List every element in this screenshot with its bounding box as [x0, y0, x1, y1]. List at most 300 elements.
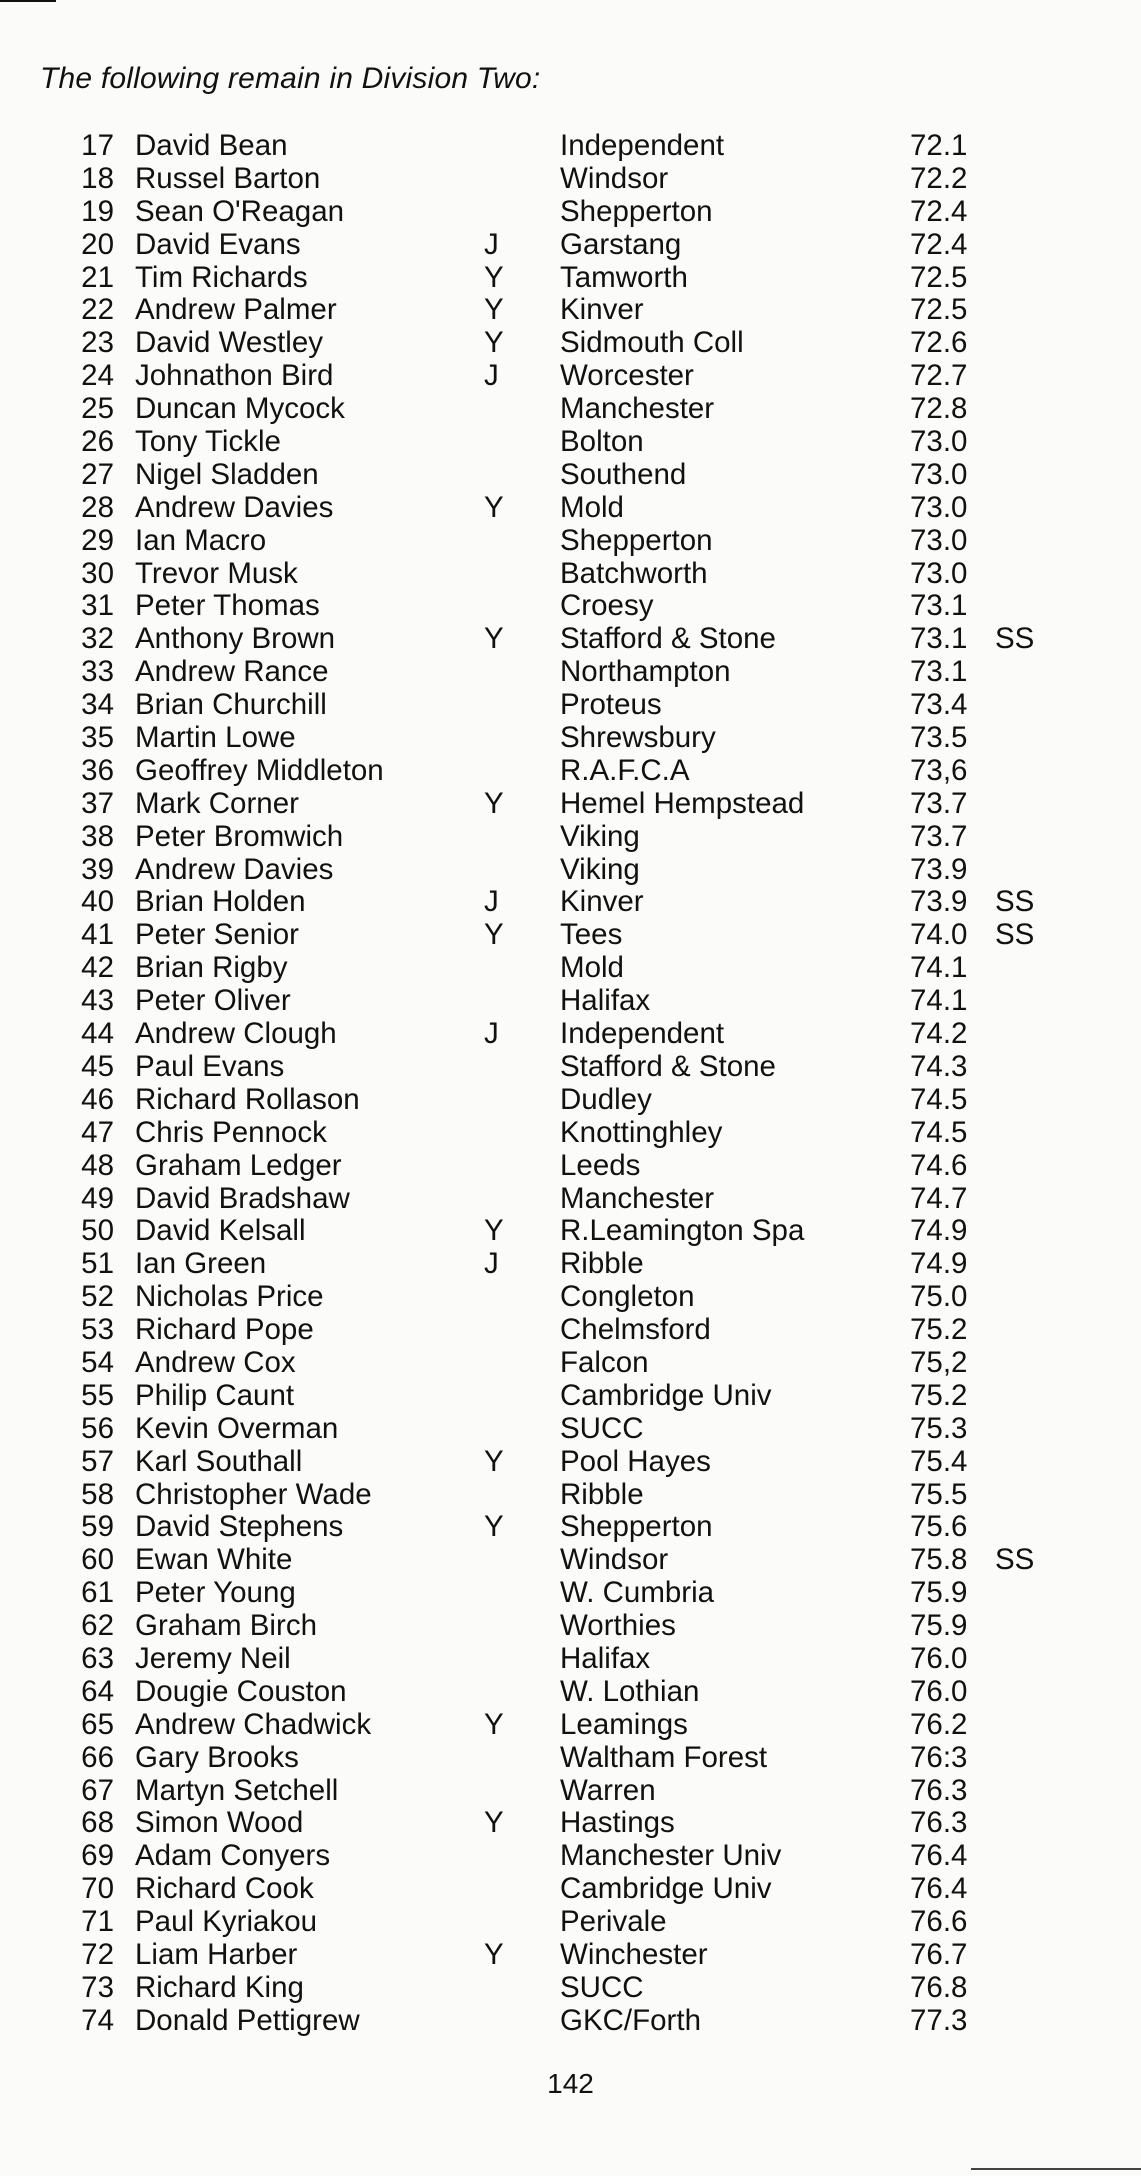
- club-name: Ribble: [560, 1247, 644, 1281]
- score-value: 72.4: [910, 194, 968, 228]
- competitor-name: Geoffrey Middleton: [135, 753, 384, 787]
- ranking-row: [0, 1084, 1141, 1117]
- ranking-row: [0, 985, 1141, 1018]
- category-marker: Y: [484, 260, 504, 294]
- score-value: 76.0: [910, 1641, 968, 1675]
- category-marker: Y: [484, 490, 504, 524]
- rank-number: 32: [81, 622, 114, 656]
- competitor-name: Martyn Setchell: [135, 1773, 339, 1807]
- club-name: Garstang: [560, 227, 682, 261]
- score-value: 72.5: [910, 293, 968, 327]
- ranking-row: [0, 196, 1141, 229]
- rank-number: 19: [81, 194, 114, 228]
- ranking-list: [0, 130, 1141, 2038]
- score-value: 74.0: [910, 918, 968, 952]
- ranking-row: [0, 656, 1141, 689]
- rank-number: 56: [81, 1411, 114, 1445]
- rank-number: 27: [81, 457, 114, 491]
- club-name: Stafford & Stone: [560, 1049, 776, 1083]
- category-marker: Y: [484, 1806, 504, 1840]
- club-name: Shepperton: [560, 523, 713, 557]
- ranking-row: [0, 1511, 1141, 1544]
- rank-number: 46: [81, 1082, 114, 1116]
- club-name: Manchester Univ: [560, 1839, 782, 1873]
- score-value: 75.0: [910, 1280, 968, 1314]
- club-name: Leeds: [560, 1148, 641, 1182]
- competitor-name: Trevor Musk: [135, 556, 298, 590]
- score-value: 72.8: [910, 392, 968, 426]
- score-value: 72.6: [910, 326, 968, 360]
- score-value: 73.0: [910, 556, 968, 590]
- competitor-name: Richard Cook: [135, 1872, 314, 1906]
- ranking-row: [0, 393, 1141, 426]
- ranking-row: [0, 1380, 1141, 1413]
- score-value: 75.2: [910, 1378, 968, 1412]
- rank-number: 42: [81, 951, 114, 985]
- competitor-name: Dougie Couston: [135, 1674, 347, 1708]
- ranking-row: [0, 1742, 1141, 1775]
- ss-flag: SS: [995, 885, 1035, 919]
- ranking-row: [0, 1314, 1141, 1347]
- rank-number: 41: [81, 918, 114, 952]
- rank-number: 25: [81, 392, 114, 426]
- competitor-name: Chris Pennock: [135, 1115, 327, 1149]
- rank-number: 28: [81, 490, 114, 524]
- score-value: 73.9: [910, 885, 968, 919]
- rank-number: 55: [81, 1378, 114, 1412]
- club-name: Dudley: [560, 1082, 652, 1116]
- competitor-name: Andrew Cox: [135, 1345, 296, 1379]
- club-name: R.A.F.C.A: [560, 753, 690, 787]
- club-name: Tamworth: [560, 260, 688, 294]
- ranking-row: [0, 558, 1141, 591]
- ranking-row: [0, 294, 1141, 327]
- score-value: 76.4: [910, 1839, 968, 1873]
- ranking-row: [0, 886, 1141, 919]
- club-name: Tees: [560, 918, 623, 952]
- ranking-row: [0, 1972, 1141, 2005]
- category-marker: Y: [484, 326, 504, 360]
- rank-number: 66: [81, 1740, 114, 1774]
- ranking-row: [0, 360, 1141, 393]
- score-value: 76.7: [910, 1937, 968, 1971]
- competitor-name: Martin Lowe: [135, 721, 296, 755]
- ranking-row: [0, 1807, 1141, 1840]
- rank-number: 53: [81, 1313, 114, 1347]
- rank-number: 45: [81, 1049, 114, 1083]
- rank-number: 33: [81, 655, 114, 689]
- rank-number: 24: [81, 359, 114, 393]
- club-name: Mold: [560, 490, 624, 524]
- score-value: 74.1: [910, 984, 968, 1018]
- ranking-row: [0, 1117, 1141, 1150]
- score-value: 72.5: [910, 260, 968, 294]
- club-name: Knottinghley: [560, 1115, 723, 1149]
- ranking-row: [0, 426, 1141, 459]
- bottom-rule: [971, 2168, 1141, 2170]
- ranking-row: [0, 1840, 1141, 1873]
- club-name: Chelmsford: [560, 1313, 711, 1347]
- competitor-name: Nigel Sladden: [135, 457, 319, 491]
- ranking-row: [0, 1939, 1141, 1972]
- club-name: Stafford & Stone: [560, 622, 776, 656]
- club-name: R.Leamington Spa: [560, 1214, 805, 1248]
- score-value: 74.6: [910, 1148, 968, 1182]
- rank-number: 60: [81, 1543, 114, 1577]
- ranking-row: [0, 130, 1141, 163]
- competitor-name: Brian Holden: [135, 885, 306, 919]
- score-value: 75.3: [910, 1411, 968, 1445]
- competitor-name: Ian Green: [135, 1247, 267, 1281]
- top-corner-rule: [0, 0, 56, 2]
- rank-number: 43: [81, 984, 114, 1018]
- category-marker: Y: [484, 1937, 504, 1971]
- club-name: Independent: [560, 129, 725, 162]
- rank-number: 69: [81, 1839, 114, 1873]
- ranking-row: [0, 590, 1141, 623]
- page-number: 142: [547, 2068, 594, 2099]
- category-marker: Y: [484, 786, 504, 820]
- score-value: 74.9: [910, 1247, 968, 1281]
- score-value: 74.1: [910, 951, 968, 985]
- competitor-name: Peter Bromwich: [135, 819, 344, 853]
- score-value: 73.0: [910, 457, 968, 491]
- club-name: Manchester: [560, 1181, 715, 1215]
- ranking-row: [0, 1347, 1141, 1380]
- ranking-row: [0, 623, 1141, 656]
- competitor-name: Duncan Mycock: [135, 392, 345, 426]
- score-value: 75.8: [910, 1543, 968, 1577]
- ranking-row: [0, 1709, 1141, 1742]
- rank-number: 36: [81, 753, 114, 787]
- ranking-row: [0, 1248, 1141, 1281]
- score-value: 73.1: [910, 622, 968, 656]
- ranking-row: [0, 1643, 1141, 1676]
- competitor-name: Andrew Davies: [135, 490, 334, 524]
- competitor-name: Kevin Overman: [135, 1411, 339, 1445]
- club-name: Falcon: [560, 1345, 649, 1379]
- club-name: Halifax: [560, 1641, 651, 1675]
- competitor-name: Peter Senior: [135, 918, 299, 952]
- competitor-name: David Bean: [135, 129, 288, 162]
- competitor-name: Graham Ledger: [135, 1148, 342, 1182]
- score-value: 73.9: [910, 852, 968, 886]
- club-name: Cambridge Univ: [560, 1378, 772, 1412]
- competitor-name: Anthony Brown: [135, 622, 336, 656]
- score-value: 76.0: [910, 1674, 968, 1708]
- competitor-name: Adam Conyers: [135, 1839, 331, 1873]
- category-marker: J: [484, 227, 499, 261]
- score-value: 76.3: [910, 1806, 968, 1840]
- rank-number: 40: [81, 885, 114, 919]
- score-value: 77.3: [910, 2003, 968, 2037]
- score-value: 75,2: [910, 1345, 968, 1379]
- club-name: SUCC: [560, 1411, 644, 1445]
- rank-number: 52: [81, 1280, 114, 1314]
- score-value: 74.9: [910, 1214, 968, 1248]
- rank-number: 67: [81, 1773, 114, 1807]
- score-value: 73.5: [910, 721, 968, 755]
- rank-number: 68: [81, 1806, 114, 1840]
- ranking-row: [0, 1446, 1141, 1479]
- score-value: 76.3: [910, 1773, 968, 1807]
- ranking-row: [0, 163, 1141, 196]
- rank-number: 49: [81, 1181, 114, 1215]
- competitor-name: Andrew Clough: [135, 1017, 337, 1051]
- competitor-name: Richard Pope: [135, 1313, 314, 1347]
- rank-number: 29: [81, 523, 114, 557]
- rank-number: 35: [81, 721, 114, 755]
- club-name: Batchworth: [560, 556, 708, 590]
- score-value: 75.6: [910, 1510, 968, 1544]
- score-value: 75.9: [910, 1576, 968, 1610]
- competitor-name: David Bradshaw: [135, 1181, 350, 1215]
- category-marker: Y: [484, 293, 504, 327]
- rank-number: 71: [81, 1905, 114, 1939]
- category-marker: J: [484, 1247, 499, 1281]
- score-value: 74.5: [910, 1115, 968, 1149]
- ranking-row: [0, 722, 1141, 755]
- ranking-row: [0, 755, 1141, 788]
- competitor-name: Jeremy Neil: [135, 1641, 291, 1675]
- score-value: 74.7: [910, 1181, 968, 1215]
- competitor-name: David Westley: [135, 326, 323, 360]
- competitor-name: Russel Barton: [135, 161, 321, 195]
- score-value: 75.4: [910, 1444, 968, 1478]
- club-name: Hastings: [560, 1806, 675, 1840]
- category-marker: Y: [484, 1510, 504, 1544]
- score-value: 72.7: [910, 359, 968, 393]
- competitor-name: Philip Caunt: [135, 1378, 295, 1412]
- score-value: 72.4: [910, 227, 968, 261]
- competitor-name: David Kelsall: [135, 1214, 306, 1248]
- rank-number: 20: [81, 227, 114, 261]
- competitor-name: Christopher Wade: [135, 1477, 372, 1511]
- score-value: 74.5: [910, 1082, 968, 1116]
- club-name: Cambridge Univ: [560, 1872, 772, 1906]
- rank-number: 38: [81, 819, 114, 853]
- category-marker: J: [484, 359, 499, 393]
- club-name: Halifax: [560, 984, 651, 1018]
- competitor-name: Gary Brooks: [135, 1740, 299, 1774]
- score-value: 73.7: [910, 786, 968, 820]
- club-name: SUCC: [560, 1970, 644, 2004]
- rank-number: 18: [81, 161, 114, 195]
- competitor-name: Brian Churchill: [135, 688, 327, 722]
- ranking-row: [0, 1018, 1141, 1051]
- competitor-name: Peter Oliver: [135, 984, 291, 1018]
- score-value: 73,6: [910, 753, 968, 787]
- ranking-row: [0, 854, 1141, 887]
- club-name: Perivale: [560, 1905, 667, 1939]
- competitor-name: Liam Harber: [135, 1937, 298, 1971]
- club-name: Winchester: [560, 1937, 708, 1971]
- rank-number: 74: [81, 2003, 114, 2037]
- ranking-row: [0, 919, 1141, 952]
- ranking-row: [0, 1610, 1141, 1643]
- score-value: 73.7: [910, 819, 968, 853]
- rank-number: 31: [81, 589, 114, 623]
- score-value: 76.2: [910, 1707, 968, 1741]
- score-value: 75.2: [910, 1313, 968, 1347]
- category-marker: Y: [484, 1707, 504, 1741]
- score-value: 73.4: [910, 688, 968, 722]
- club-name: Windsor: [560, 161, 669, 195]
- club-name: Viking: [560, 819, 640, 853]
- ranking-row: [0, 1544, 1141, 1577]
- competitor-name: Ewan White: [135, 1543, 293, 1577]
- ss-flag: SS: [995, 918, 1035, 952]
- score-value: 76:3: [910, 1740, 968, 1774]
- score-value: 75.9: [910, 1609, 968, 1643]
- rank-number: 64: [81, 1674, 114, 1708]
- rank-number: 39: [81, 852, 114, 886]
- category-marker: J: [484, 1017, 499, 1051]
- competitor-name: Andrew Davies: [135, 852, 334, 886]
- club-name: Pool Hayes: [560, 1444, 711, 1478]
- club-name: Congleton: [560, 1280, 695, 1314]
- ranking-row: [0, 1873, 1141, 1906]
- rank-number: 51: [81, 1247, 114, 1281]
- club-name: Bolton: [560, 425, 644, 459]
- category-marker: J: [484, 885, 499, 919]
- ranking-row: [0, 525, 1141, 558]
- club-name: Northampton: [560, 655, 731, 689]
- rank-number: 44: [81, 1017, 114, 1051]
- rank-number: 17: [81, 129, 114, 162]
- club-name: Kinver: [560, 885, 644, 919]
- club-name: Mold: [560, 951, 624, 985]
- rank-number: 72: [81, 1937, 114, 1971]
- club-name: Viking: [560, 852, 640, 886]
- competitor-name: Tim Richards: [135, 260, 308, 294]
- club-name: Independent: [560, 1017, 725, 1051]
- competitor-name: David Stephens: [135, 1510, 344, 1544]
- ranking-row: [0, 1051, 1141, 1084]
- club-name: Warren: [560, 1773, 656, 1807]
- rank-number: 30: [81, 556, 114, 590]
- score-value: 72.1: [910, 129, 968, 162]
- score-value: 73.1: [910, 655, 968, 689]
- score-value: 73.0: [910, 425, 968, 459]
- club-name: Manchester: [560, 392, 715, 426]
- competitor-name: Paul Kyriakou: [135, 1905, 318, 1939]
- rank-number: 37: [81, 786, 114, 820]
- ranking-row: [0, 1906, 1141, 1939]
- competitor-name: Simon Wood: [135, 1806, 304, 1840]
- rank-number: 47: [81, 1115, 114, 1149]
- rank-number: 73: [81, 1970, 114, 2004]
- score-value: 75.5: [910, 1477, 968, 1511]
- ss-flag: SS: [995, 622, 1035, 656]
- ranking-row: [0, 1413, 1141, 1446]
- score-value: 74.2: [910, 1017, 968, 1051]
- competitor-name: Richard King: [135, 1970, 304, 2004]
- club-name: Sidmouth Coll: [560, 326, 744, 360]
- score-value: 74.3: [910, 1049, 968, 1083]
- competitor-name: Andrew Chadwick: [135, 1707, 372, 1741]
- rank-number: 22: [81, 293, 114, 327]
- rank-number: 57: [81, 1444, 114, 1478]
- club-name: Leamings: [560, 1707, 688, 1741]
- ranking-row: [0, 262, 1141, 295]
- club-name: Hemel Hempstead: [560, 786, 805, 820]
- rank-number: 62: [81, 1609, 114, 1643]
- competitor-name: Andrew Rance: [135, 655, 329, 689]
- rank-number: 61: [81, 1576, 114, 1610]
- club-name: Kinver: [560, 293, 644, 327]
- score-value: 76.6: [910, 1905, 968, 1939]
- competitor-name: Peter Young: [135, 1576, 296, 1610]
- club-name: Shrewsbury: [560, 721, 716, 755]
- rank-number: 50: [81, 1214, 114, 1248]
- competitor-name: Richard Rollason: [135, 1082, 360, 1116]
- ranking-row: [0, 952, 1141, 985]
- competitor-name: Brian Rigby: [135, 951, 288, 985]
- club-name: Ribble: [560, 1477, 644, 1511]
- competitor-name: Mark Corner: [135, 786, 299, 820]
- rank-number: 63: [81, 1641, 114, 1675]
- rank-number: 70: [81, 1872, 114, 1906]
- category-marker: Y: [484, 1444, 504, 1478]
- score-value: 73.0: [910, 490, 968, 524]
- rank-number: 21: [81, 260, 114, 294]
- competitor-name: Graham Birch: [135, 1609, 317, 1643]
- rank-number: 65: [81, 1707, 114, 1741]
- ranking-row: [0, 229, 1141, 262]
- club-name: GKC/Forth: [560, 2003, 701, 2037]
- ranking-row: [0, 1676, 1141, 1709]
- category-marker: Y: [484, 622, 504, 656]
- club-name: Southend: [560, 457, 687, 491]
- score-value: 72.2: [910, 161, 968, 195]
- club-name: Proteus: [560, 688, 662, 722]
- score-value: 73.0: [910, 523, 968, 557]
- competitor-name: Donald Pettigrew: [135, 2003, 360, 2037]
- competitor-name: Karl Southall: [135, 1444, 303, 1478]
- ranking-row: [0, 2005, 1141, 2038]
- ss-flag: SS: [995, 1543, 1035, 1577]
- competitor-name: Sean O'Reagan: [135, 194, 345, 228]
- rank-number: 48: [81, 1148, 114, 1182]
- club-name: Shepperton: [560, 194, 713, 228]
- club-name: Windsor: [560, 1543, 669, 1577]
- rank-number: 34: [81, 688, 114, 722]
- ranking-row: [0, 459, 1141, 492]
- ranking-row: [0, 1150, 1141, 1183]
- competitor-name: Peter Thomas: [135, 589, 320, 623]
- ranking-row: [0, 788, 1141, 821]
- competitor-name: Tony Tickle: [135, 425, 281, 459]
- competitor-name: Johnathon Bird: [135, 359, 334, 393]
- ranking-row: [0, 1183, 1141, 1216]
- competitor-name: Paul Evans: [135, 1049, 285, 1083]
- ranking-row: [0, 327, 1141, 360]
- rank-number: 58: [81, 1477, 114, 1511]
- ranking-row: [0, 689, 1141, 722]
- club-name: Croesy: [560, 589, 654, 623]
- club-name: W. Lothian: [560, 1674, 700, 1708]
- ranking-row: [0, 492, 1141, 525]
- score-value: 76.4: [910, 1872, 968, 1906]
- rank-number: 59: [81, 1510, 114, 1544]
- rank-number: 26: [81, 425, 114, 459]
- rank-number: 23: [81, 326, 114, 360]
- club-name: Waltham Forest: [560, 1740, 768, 1774]
- club-name: Worthies: [560, 1609, 676, 1643]
- score-value: 76.8: [910, 1970, 968, 2004]
- competitor-name: Andrew Palmer: [135, 293, 337, 327]
